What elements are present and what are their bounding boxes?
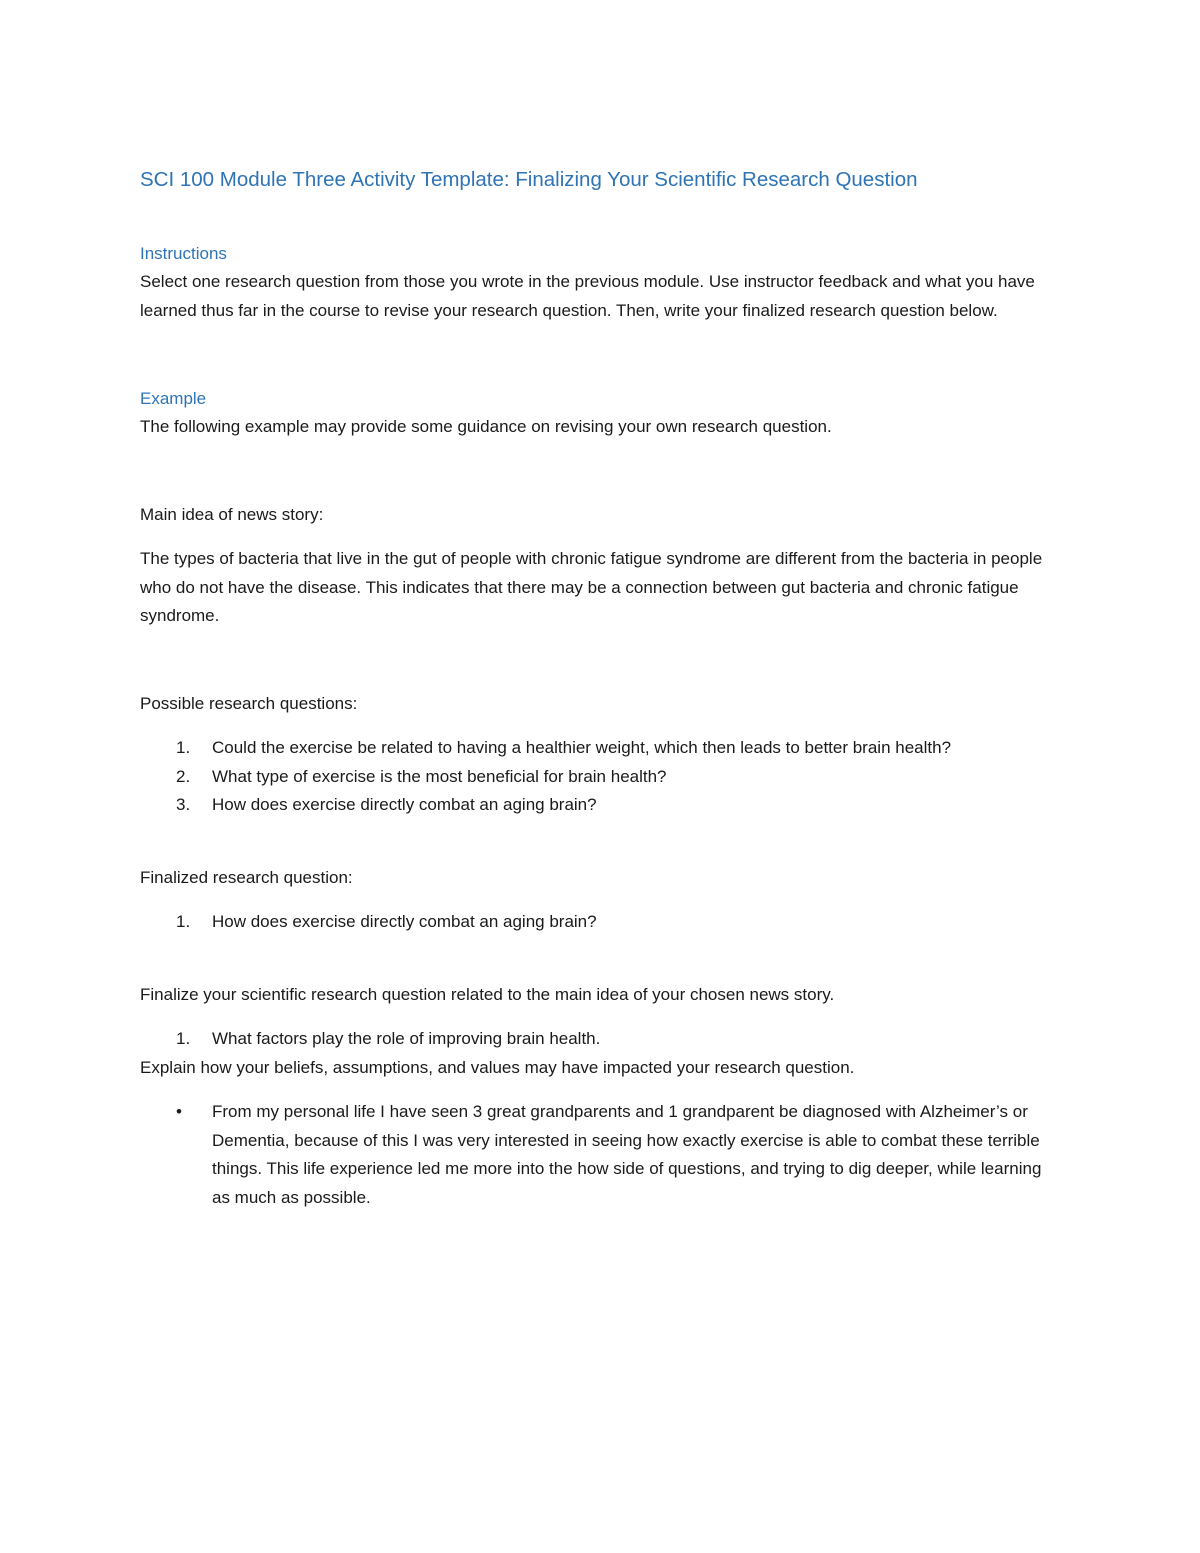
main-idea-text: The types of bacteria that live in the gut of people with chronic fatigue syndrome are different from the bacteria in people who do not have the disease. This indicates that there may be a connection between gut bacteria and chronic fatigue syndrome. xyxy=(140,549,1043,625)
list-item-text: What type of exercise is the most beneficial for brain health? xyxy=(212,766,667,786)
beliefs-answer-list xyxy=(140,1098,1060,1212)
instructions-text: Select one research question from those you wrote in the previous module. Use instructor feedback and what you have learned thus far in the course to revise your research question. Then, write your finalized research question below. xyxy=(140,272,1035,320)
finalized-question-list xyxy=(140,908,1060,937)
list-number: 3. xyxy=(176,795,191,814)
document-content xyxy=(140,166,1060,1212)
document-title: SCI 100 Module Three Activity Template: Finalizing Your Scientific Research Question xyxy=(140,168,918,191)
list-item xyxy=(140,1025,1060,1054)
bullet-icon: • xyxy=(176,1102,182,1121)
list-item-text: From my personal life I have seen 3 great grandparents and 1 grandparent be diagnosed with Alzheimer’s or Dementia, because of this I was very interested in seeing how exactly exercise is able to combat these terrible things. This life experience led me more into the how side of questions, and trying to dig deeper, while learning as much as possible. xyxy=(212,1102,1042,1207)
finalize-prompt-label: Finalize your scientific research question related to the main idea of your chosen news story. xyxy=(140,984,835,1004)
list-number: 1. xyxy=(176,738,191,757)
list-item-text: Could the exercise be related to having a healthier weight, which then leads to better brain health? xyxy=(212,738,952,757)
possible-questions-label: Possible research questions: xyxy=(140,693,358,713)
list-item-text: How does exercise directly combat an aging brain? xyxy=(212,795,597,814)
example-text: The following example may provide some guidance on revising your own research question. xyxy=(140,417,832,436)
instructions-heading: Instructions xyxy=(140,244,227,263)
list-item xyxy=(140,763,1060,792)
list-item xyxy=(140,791,1060,820)
list-number: 1. xyxy=(176,912,191,931)
possible-questions-list xyxy=(140,734,1060,820)
list-item xyxy=(140,734,1060,763)
main-idea-label: Main idea of news story: xyxy=(140,504,324,524)
list-item-text: How does exercise directly combat an aging brain? xyxy=(212,912,597,931)
list-number: 2. xyxy=(176,766,191,786)
finalized-question-label: Finalized research question: xyxy=(140,867,353,887)
list-item xyxy=(140,1098,1060,1212)
list-item-text: What factors play the role of improving brain health. xyxy=(212,1029,601,1048)
list-item xyxy=(140,908,1060,937)
beliefs-prompt-label: Explain how your beliefs, assumptions, and values may have impacted your research question. xyxy=(140,1057,855,1077)
finalize-answer-list xyxy=(140,1025,1060,1054)
list-number: 1. xyxy=(176,1029,191,1048)
example-heading: Example xyxy=(140,389,207,408)
